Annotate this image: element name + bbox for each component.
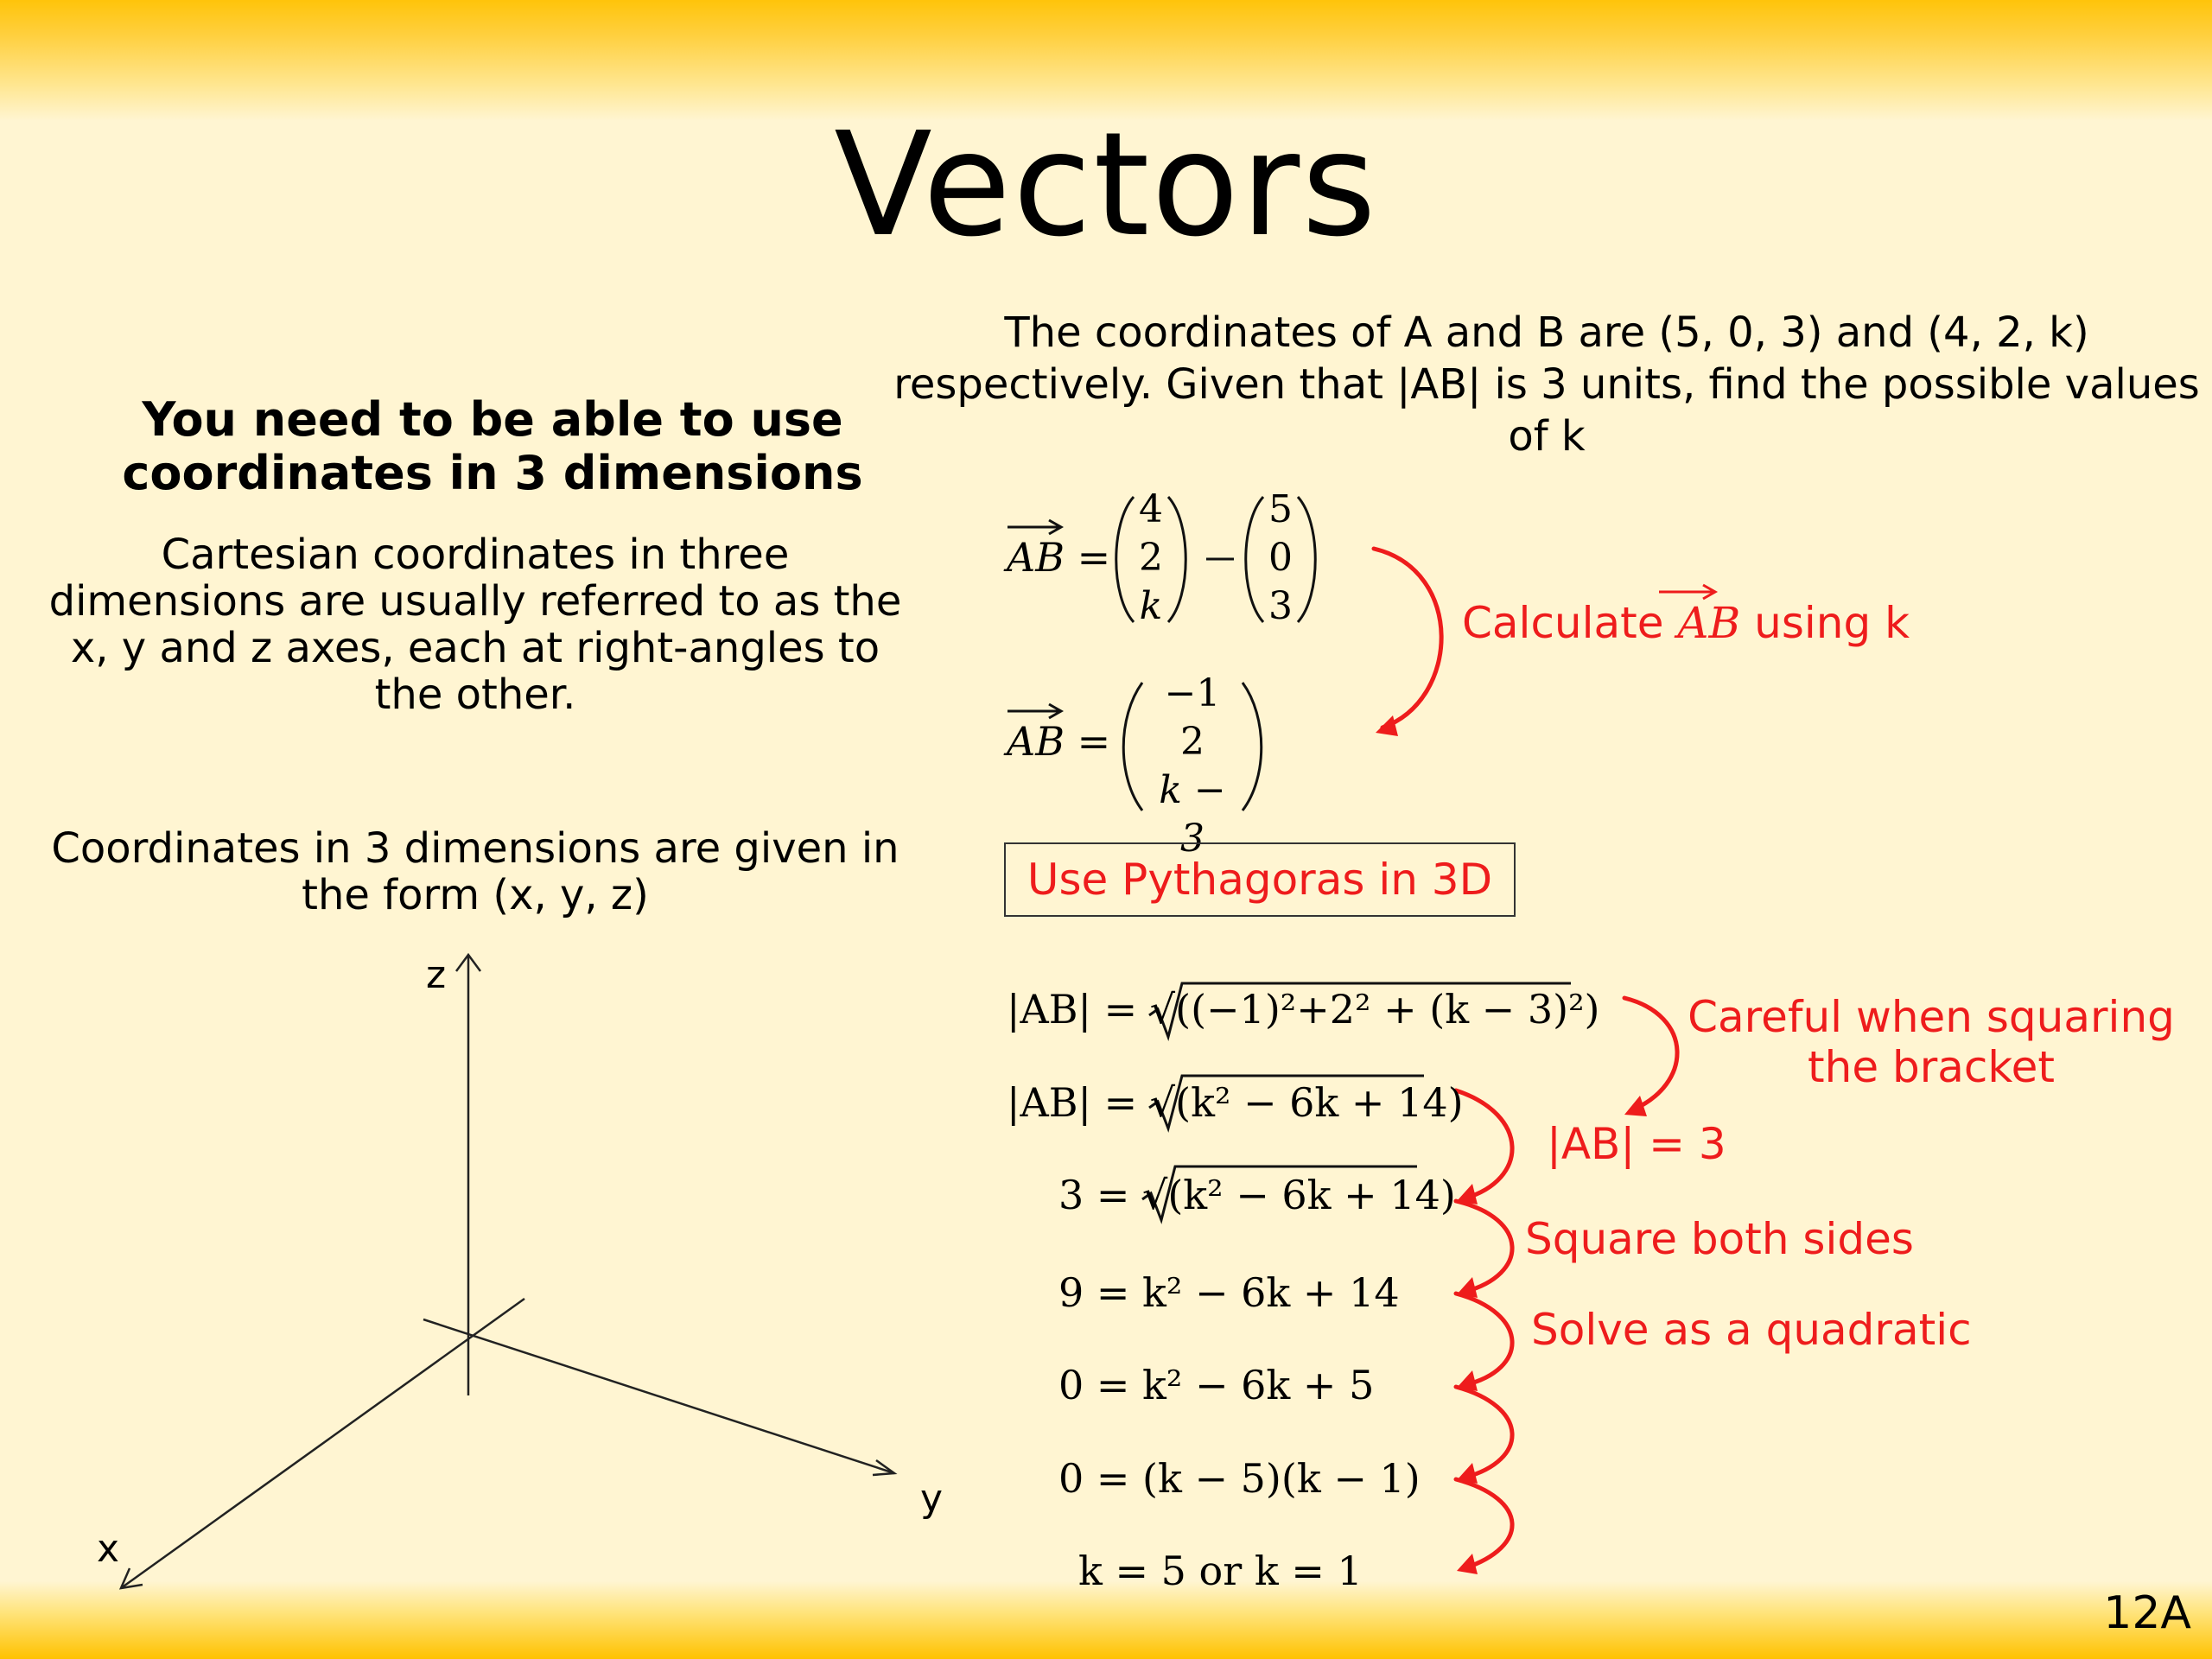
pythagoras-box [1004,842,1516,917]
vector-b-column: 4 2 k [1139,487,1163,628]
question-text: The coordinates of A and B are (5, 0, 3) and (4, 2, k) respectively. Given that |AB| is 3 units, find the possible values of k [893,308,2200,461]
step-arrow-3 [1456,1294,1512,1385]
vector-result-column: −1 2 k − 3 [1159,671,1226,861]
vector-ab-label-2: AB = [1007,718,1111,765]
step-arrowhead-2 [1457,1277,1478,1298]
step-arrow-1 [1456,1090,1512,1198]
pythagoras-box-label: Use Pythagoras in 3D [1027,855,1493,905]
x-axis-line [121,1299,524,1588]
slide-title: Vectors [834,102,1378,269]
form-paragraph: Coordinates in 3 dimensions are given in the form (x, y, z) [51,824,899,919]
step-arrowhead-3 [1457,1370,1478,1391]
step-arrow-5 [1456,1479,1512,1568]
intro-paragraph: Cartesian coordinates in three dimensions are usually referred to as the x, y and z axes, each at right-angles to the other. [48,531,902,719]
vector-a-column: 5 0 3 [1268,487,1293,628]
step-arrowhead-5 [1457,1554,1478,1574]
step-solution: k = 5 or k = 1 [1078,1548,1363,1594]
step-factorised: 0 = (k − 5)(k − 1) [1058,1455,1421,1502]
ab-equals-3-annotation: |AB| = 3 [1547,1119,1726,1169]
section-heading: You need to be able to use coordinates in 3 dimensions [122,392,863,500]
careful-annotation: Careful when squaring the bracket [1688,992,2175,1092]
y-axis-line [423,1319,894,1473]
calc-arrowhead [1376,715,1398,736]
step-sqrt-simplified: |AB| = √(k² − 6k + 14) [1007,1079,1464,1126]
page-number: 12A [2103,1587,2191,1639]
step-arrow-2 [1456,1201,1512,1292]
z-axis-label: z [426,953,447,997]
step-sqrt-full: |AB| = √((−1)²+2² + (k − 3)²) [1007,986,1600,1033]
step-arrowhead-1 [1457,1184,1478,1205]
step-equal-3: 3 = √(k² − 6k + 14) [1058,1172,1456,1218]
calc-curve-arrow [1374,549,1441,728]
step-arrowhead-4 [1457,1463,1478,1484]
step-arrow-4 [1456,1387,1512,1478]
calculate-annotation: Calculate AB using k [1462,598,1910,648]
step-quadratic: 0 = k² − 6k + 5 [1058,1362,1375,1408]
x-axis-label: x [97,1527,120,1571]
solve-quadratic-annotation: Solve as a quadratic [1531,1305,1972,1355]
square-both-annotation: Square both sides [1525,1214,1914,1264]
vector-ab-label-1: AB = [1007,534,1111,581]
y-axis-label: y [920,1477,944,1521]
step-squared: 9 = k² − 6k + 14 [1058,1269,1400,1316]
careful-curve-arrow [1624,998,1677,1110]
